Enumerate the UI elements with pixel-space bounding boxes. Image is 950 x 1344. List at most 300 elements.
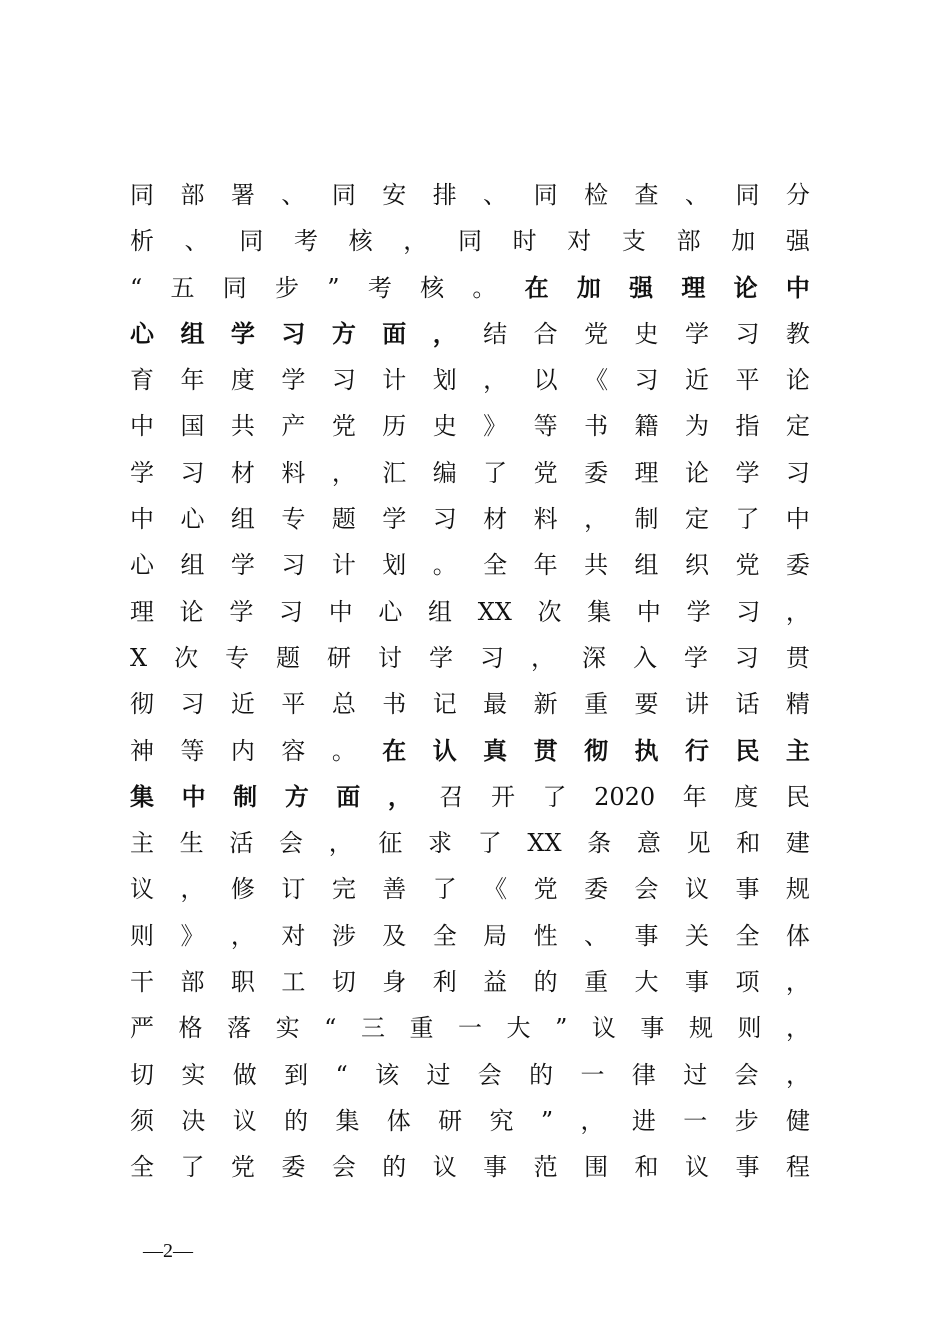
text-char: 育 — [130, 366, 154, 395]
text-char: 善 — [382, 875, 407, 904]
text-char: 学 — [281, 366, 306, 395]
text-char: 习 — [735, 319, 760, 348]
text-line — [130, 311, 810, 357]
text-char: 话 — [735, 690, 760, 719]
text-char: 职 — [230, 968, 255, 997]
text-char: 律 — [631, 1060, 656, 1089]
text-line — [130, 866, 810, 912]
text-char: 事 — [634, 921, 659, 950]
text-char: 计 — [331, 551, 356, 580]
bold-text-char: 方 — [331, 318, 356, 348]
text-char: 求 — [428, 829, 453, 858]
text-char: ， — [530, 643, 555, 672]
text-char: 议 — [232, 1106, 257, 1135]
text-char: 史 — [634, 319, 659, 348]
text-line — [130, 1052, 810, 1098]
text-char: 彻 — [130, 690, 154, 719]
text-char: 党 — [331, 412, 356, 441]
text-char: 益 — [483, 968, 508, 997]
text-char: 集 — [587, 597, 612, 626]
text-char: 查 — [634, 181, 659, 209]
text-char: 学 — [229, 597, 254, 626]
text-char: 的 — [529, 1060, 554, 1089]
text-char: 讨 — [378, 643, 403, 672]
text-char: 了 — [542, 782, 567, 811]
text-char: 过 — [683, 1060, 708, 1089]
text-char: 、 — [483, 181, 508, 209]
bold-text-char: 真 — [483, 735, 508, 765]
text-char: 委 — [584, 875, 609, 904]
text-char: 习 — [281, 551, 306, 580]
text-char: 工 — [281, 968, 306, 997]
text-char: 党 — [230, 1153, 255, 1182]
text-line — [130, 357, 810, 403]
text-char: 大 — [634, 968, 659, 997]
text-char: 体 — [785, 921, 810, 950]
text-char: 次 — [537, 597, 562, 626]
text-char: 书 — [382, 690, 407, 719]
text-char: 对 — [281, 921, 306, 950]
text-char: 议 — [684, 1153, 709, 1182]
bold-text-char: 在 — [382, 735, 407, 765]
text-char: 委 — [584, 458, 609, 487]
text-line — [130, 218, 810, 264]
bold-text-char: ， — [432, 318, 457, 348]
text-char: 切 — [130, 1060, 154, 1089]
text-char: 召 — [439, 782, 464, 811]
text-char: 《 — [483, 875, 508, 904]
text-char: 定 — [785, 412, 810, 441]
text-char: 关 — [684, 921, 709, 950]
bold-text-char: 面 — [382, 318, 407, 348]
text-char: 结 — [483, 319, 508, 348]
text-char: 历 — [382, 412, 407, 441]
text-char: 、 — [584, 921, 609, 950]
text-char: ， — [230, 921, 255, 950]
text-char: 重 — [584, 690, 609, 719]
text-char: 的 — [382, 1153, 407, 1182]
text-char: 贯 — [785, 643, 810, 672]
bold-text-char: 认 — [432, 735, 457, 765]
text-char: 同 — [239, 227, 264, 256]
text-char: 事 — [735, 875, 760, 904]
text-char: 切 — [331, 968, 356, 997]
text-char: 安 — [382, 181, 407, 209]
text-char: 加 — [731, 227, 756, 256]
bold-text-char: 中 — [181, 781, 206, 811]
text-char: 步 — [734, 1106, 759, 1135]
text-char: 材 — [483, 505, 508, 534]
bold-text-char: 面 — [336, 781, 361, 811]
text-char: 党 — [584, 319, 609, 348]
text-char: 步 — [275, 273, 300, 302]
text-char: ， — [580, 1106, 605, 1135]
text-char: 利 — [432, 968, 457, 997]
text-char: 完 — [331, 875, 356, 904]
page-number: —2— — [143, 1240, 193, 1262]
text-char: 中 — [785, 505, 810, 534]
text-char: 议 — [130, 875, 154, 904]
bold-text-char: 行 — [684, 735, 709, 765]
text-char: 委 — [785, 551, 810, 580]
text-char: 会 — [477, 1060, 502, 1089]
text-char: 了 — [432, 875, 457, 904]
text-char: 全 — [130, 1153, 154, 1182]
text-char: XX — [527, 829, 562, 858]
text-char: 见 — [686, 829, 711, 858]
text-char: 全 — [483, 551, 508, 580]
text-char: 同 — [222, 273, 247, 302]
text-char: 度 — [230, 366, 255, 395]
text-char: 强 — [785, 227, 810, 256]
text-char: 习 — [180, 690, 205, 719]
text-char: 习 — [279, 597, 304, 626]
text-char: ， — [403, 227, 428, 256]
text-char: 总 — [331, 690, 356, 719]
text-char: 论 — [684, 458, 709, 487]
text-char: 了 — [477, 829, 502, 858]
text-char: 、 — [281, 181, 306, 209]
text-char: 等 — [180, 736, 205, 765]
bold-text-char: 加 — [576, 272, 601, 302]
text-char: 料 — [281, 458, 306, 487]
bold-text-char: 心 — [130, 318, 154, 348]
text-line — [130, 172, 810, 218]
text-line — [130, 728, 810, 774]
text-char: 格 — [178, 1014, 203, 1043]
text-char: 实 — [181, 1060, 206, 1089]
text-char: 规 — [688, 1014, 713, 1043]
text-char: 年 — [180, 366, 205, 395]
text-char: 事 — [735, 1153, 760, 1182]
text-char: 近 — [230, 690, 255, 719]
text-char: 年 — [533, 551, 558, 580]
text-char: 条 — [587, 829, 612, 858]
text-char: 计 — [382, 366, 407, 395]
text-char: 料 — [533, 505, 558, 534]
text-char: 平 — [735, 366, 760, 395]
text-char: 教 — [785, 319, 810, 348]
text-char: 习 — [432, 505, 457, 534]
text-char: 同 — [331, 181, 356, 209]
text-char: 。 — [331, 736, 356, 765]
text-char: 容 — [281, 736, 306, 765]
text-char: 实 — [275, 1014, 300, 1043]
text-char: 材 — [230, 458, 255, 487]
bold-text-char: 彻 — [584, 735, 609, 765]
text-char: 心 — [130, 551, 154, 580]
text-char: 专 — [281, 505, 306, 534]
text-char: 论 — [179, 597, 204, 626]
text-char: 理 — [634, 458, 659, 487]
text-char: 讲 — [684, 690, 709, 719]
text-char: 书 — [584, 412, 609, 441]
bold-text-char: 主 — [785, 735, 810, 765]
text-char: 部 — [180, 181, 205, 209]
text-char: 织 — [684, 551, 709, 580]
text-char: 及 — [382, 921, 407, 950]
text-char: 习 — [736, 597, 761, 626]
text-line — [130, 589, 810, 635]
bold-text-char: 民 — [735, 735, 760, 765]
text-char: 学 — [230, 551, 255, 580]
text-char: 落 — [227, 1014, 252, 1043]
text-char: 入 — [632, 643, 657, 672]
text-char: 会 — [279, 829, 304, 858]
text-char: 体 — [386, 1106, 411, 1135]
text-char: 部 — [676, 227, 701, 256]
text-char: 健 — [785, 1106, 810, 1135]
text-char: 事 — [684, 968, 709, 997]
text-char: 建 — [785, 829, 810, 858]
text-char: ” — [327, 273, 340, 302]
text-char: 习 — [479, 643, 504, 672]
text-line — [130, 774, 810, 820]
text-char: 部 — [180, 968, 205, 997]
text-char: 学 — [130, 458, 154, 487]
text-char: 习 — [634, 366, 659, 395]
text-char: 一 — [683, 1106, 708, 1135]
text-char: 全 — [735, 921, 760, 950]
text-char: 对 — [567, 227, 592, 256]
text-char: 和 — [634, 1153, 659, 1182]
bold-text-char: 中 — [785, 272, 810, 302]
text-char: 项 — [735, 968, 760, 997]
text-char: 精 — [785, 690, 810, 719]
text-char: 重 — [584, 968, 609, 997]
text-line — [130, 1005, 810, 1051]
text-char: 究 — [489, 1106, 514, 1135]
text-char: 会 — [734, 1060, 759, 1089]
text-char: 研 — [438, 1106, 463, 1135]
text-char: 题 — [331, 505, 356, 534]
text-char: 组 — [230, 505, 255, 534]
text-char: 中 — [130, 505, 154, 534]
text-char: 以 — [533, 366, 558, 395]
text-char: 会 — [634, 875, 659, 904]
text-char: 学 — [683, 643, 708, 672]
text-char: 核 — [348, 227, 373, 256]
text-char: 考 — [293, 227, 318, 256]
bold-text-char: 贯 — [533, 735, 558, 765]
text-char: 委 — [281, 1153, 306, 1182]
text-char: 指 — [735, 412, 760, 441]
text-char: 党 — [533, 458, 558, 487]
bold-text-char: 论 — [733, 272, 758, 302]
text-char: 决 — [181, 1106, 206, 1135]
text-char: 析 — [130, 227, 154, 256]
bold-text-char: 方 — [284, 781, 309, 811]
text-char: 事 — [640, 1014, 665, 1043]
text-char: 征 — [378, 829, 403, 858]
text-char: 活 — [229, 829, 254, 858]
bold-text-char: 学 — [230, 318, 255, 348]
text-char: 习 — [331, 366, 356, 395]
text-char: ” — [555, 1014, 568, 1043]
text-char: 则 — [737, 1014, 762, 1043]
text-char: ， — [584, 505, 609, 534]
text-char: 平 — [281, 690, 306, 719]
text-char: 、 — [184, 227, 209, 256]
text-char: 划 — [432, 366, 457, 395]
text-char: 心 — [180, 505, 205, 534]
bold-text-char: 组 — [180, 318, 205, 348]
text-char: 定 — [684, 505, 709, 534]
text-char: 同 — [533, 181, 558, 209]
text-char: 则 — [130, 921, 154, 950]
text-char: 学 — [684, 319, 709, 348]
text-char: 进 — [631, 1106, 656, 1135]
text-char: 。 — [472, 273, 497, 302]
text-char: 围 — [584, 1153, 609, 1182]
text-char: ， — [180, 875, 205, 904]
text-line — [130, 403, 810, 449]
text-char: ， — [331, 458, 356, 487]
text-char: 编 — [432, 458, 457, 487]
text-char: 汇 — [382, 458, 407, 487]
text-char: “ — [324, 1014, 337, 1043]
text-char: 检 — [584, 181, 609, 209]
text-char: 最 — [483, 690, 508, 719]
text-char: 该 — [375, 1060, 400, 1089]
text-line — [130, 820, 810, 866]
text-char: 一 — [458, 1014, 482, 1043]
text-line — [130, 450, 810, 496]
text-char: 全 — [432, 921, 457, 950]
text-line — [130, 913, 810, 959]
text-char: 组 — [180, 551, 205, 580]
text-line — [130, 496, 810, 542]
text-char: 记 — [432, 690, 457, 719]
text-char: ， — [785, 597, 810, 626]
text-char: 题 — [276, 643, 301, 672]
text-char: 局 — [483, 921, 508, 950]
text-char: 学 — [429, 643, 453, 672]
text-char: 分 — [785, 181, 810, 209]
text-char: 中 — [328, 597, 353, 626]
text-char: 的 — [533, 968, 558, 997]
text-char: 和 — [736, 829, 761, 858]
text-char: 身 — [382, 968, 407, 997]
text-line — [130, 542, 810, 588]
text-char: 民 — [785, 782, 810, 811]
text-char: 大 — [506, 1014, 531, 1043]
document-body — [130, 172, 810, 1191]
text-char: 性 — [533, 921, 558, 950]
text-char: 学 — [382, 505, 407, 534]
text-char: 等 — [533, 412, 558, 441]
text-char: 重 — [409, 1014, 434, 1043]
text-char: 严 — [130, 1014, 154, 1043]
text-char: 过 — [426, 1060, 451, 1089]
text-char: 中 — [130, 412, 154, 441]
text-char: XX — [477, 597, 512, 626]
bold-text-char: 在 — [524, 272, 549, 302]
text-char: 党 — [735, 551, 760, 580]
text-char: 度 — [734, 782, 759, 811]
bold-text-char: 习 — [281, 318, 306, 348]
text-char: 议 — [591, 1014, 616, 1043]
text-char: 共 — [230, 412, 255, 441]
text-char: 修 — [230, 875, 255, 904]
text-char: 习 — [734, 643, 759, 672]
text-char: 近 — [684, 366, 709, 395]
text-line — [130, 681, 810, 727]
text-char: 范 — [533, 1153, 558, 1182]
text-char: 年 — [682, 782, 707, 811]
text-line — [130, 1144, 810, 1190]
text-char: 划 — [382, 551, 407, 580]
text-char: 习 — [180, 458, 205, 487]
text-char: 会 — [331, 1153, 356, 1182]
text-char: 同 — [457, 227, 482, 256]
text-char: 共 — [584, 551, 609, 580]
text-char: 史 — [432, 412, 457, 441]
text-char: 同 — [130, 181, 154, 209]
text-char: 、 — [684, 181, 709, 209]
text-char: 一 — [580, 1060, 605, 1089]
text-line — [130, 635, 810, 681]
text-char: 内 — [230, 736, 255, 765]
text-line — [130, 265, 810, 311]
text-char: 干 — [130, 968, 154, 997]
bold-text-char: 强 — [629, 272, 654, 302]
text-char: 习 — [785, 458, 810, 487]
text-char: 组 — [634, 551, 659, 580]
text-char: 事 — [483, 1153, 508, 1182]
text-char: 时 — [512, 227, 537, 256]
text-char: 》 — [483, 412, 508, 441]
text-char: 神 — [130, 736, 154, 765]
text-char: 。 — [432, 551, 457, 580]
text-char: ” — [540, 1106, 554, 1135]
bold-text-char: 执 — [634, 735, 659, 765]
text-char: 中 — [636, 597, 661, 626]
text-char: 的 — [284, 1106, 309, 1135]
text-char: 理 — [130, 597, 154, 626]
text-char: ， — [328, 829, 353, 858]
text-char: 党 — [533, 875, 558, 904]
text-line — [130, 1098, 810, 1144]
text-char: 署 — [230, 181, 255, 209]
bold-text-char: ， — [387, 781, 412, 811]
text-char: “ — [335, 1060, 348, 1089]
text-char: 涉 — [331, 921, 356, 950]
text-char: 主 — [130, 829, 154, 858]
text-char: ， — [785, 968, 810, 997]
text-char: 核 — [420, 273, 445, 302]
text-char: 籍 — [634, 412, 659, 441]
text-char: 专 — [225, 643, 250, 672]
text-char: 国 — [180, 412, 205, 441]
text-char: 心 — [378, 597, 403, 626]
text-char: 须 — [130, 1106, 154, 1135]
text-char: ， — [786, 1014, 810, 1043]
text-char: 产 — [281, 412, 306, 441]
bold-text-char: 制 — [233, 781, 258, 811]
text-char: 排 — [432, 181, 457, 209]
bold-text-char: 理 — [681, 272, 706, 302]
text-char: 为 — [684, 412, 709, 441]
text-char: 集 — [335, 1106, 360, 1135]
text-char: 深 — [581, 643, 606, 672]
text-char: 生 — [179, 829, 204, 858]
text-char: 了 — [483, 458, 508, 487]
text-char: 了 — [180, 1153, 205, 1182]
text-char: 议 — [432, 1153, 457, 1182]
text-char: 三 — [360, 1014, 385, 1043]
text-char: 五 — [170, 273, 195, 302]
